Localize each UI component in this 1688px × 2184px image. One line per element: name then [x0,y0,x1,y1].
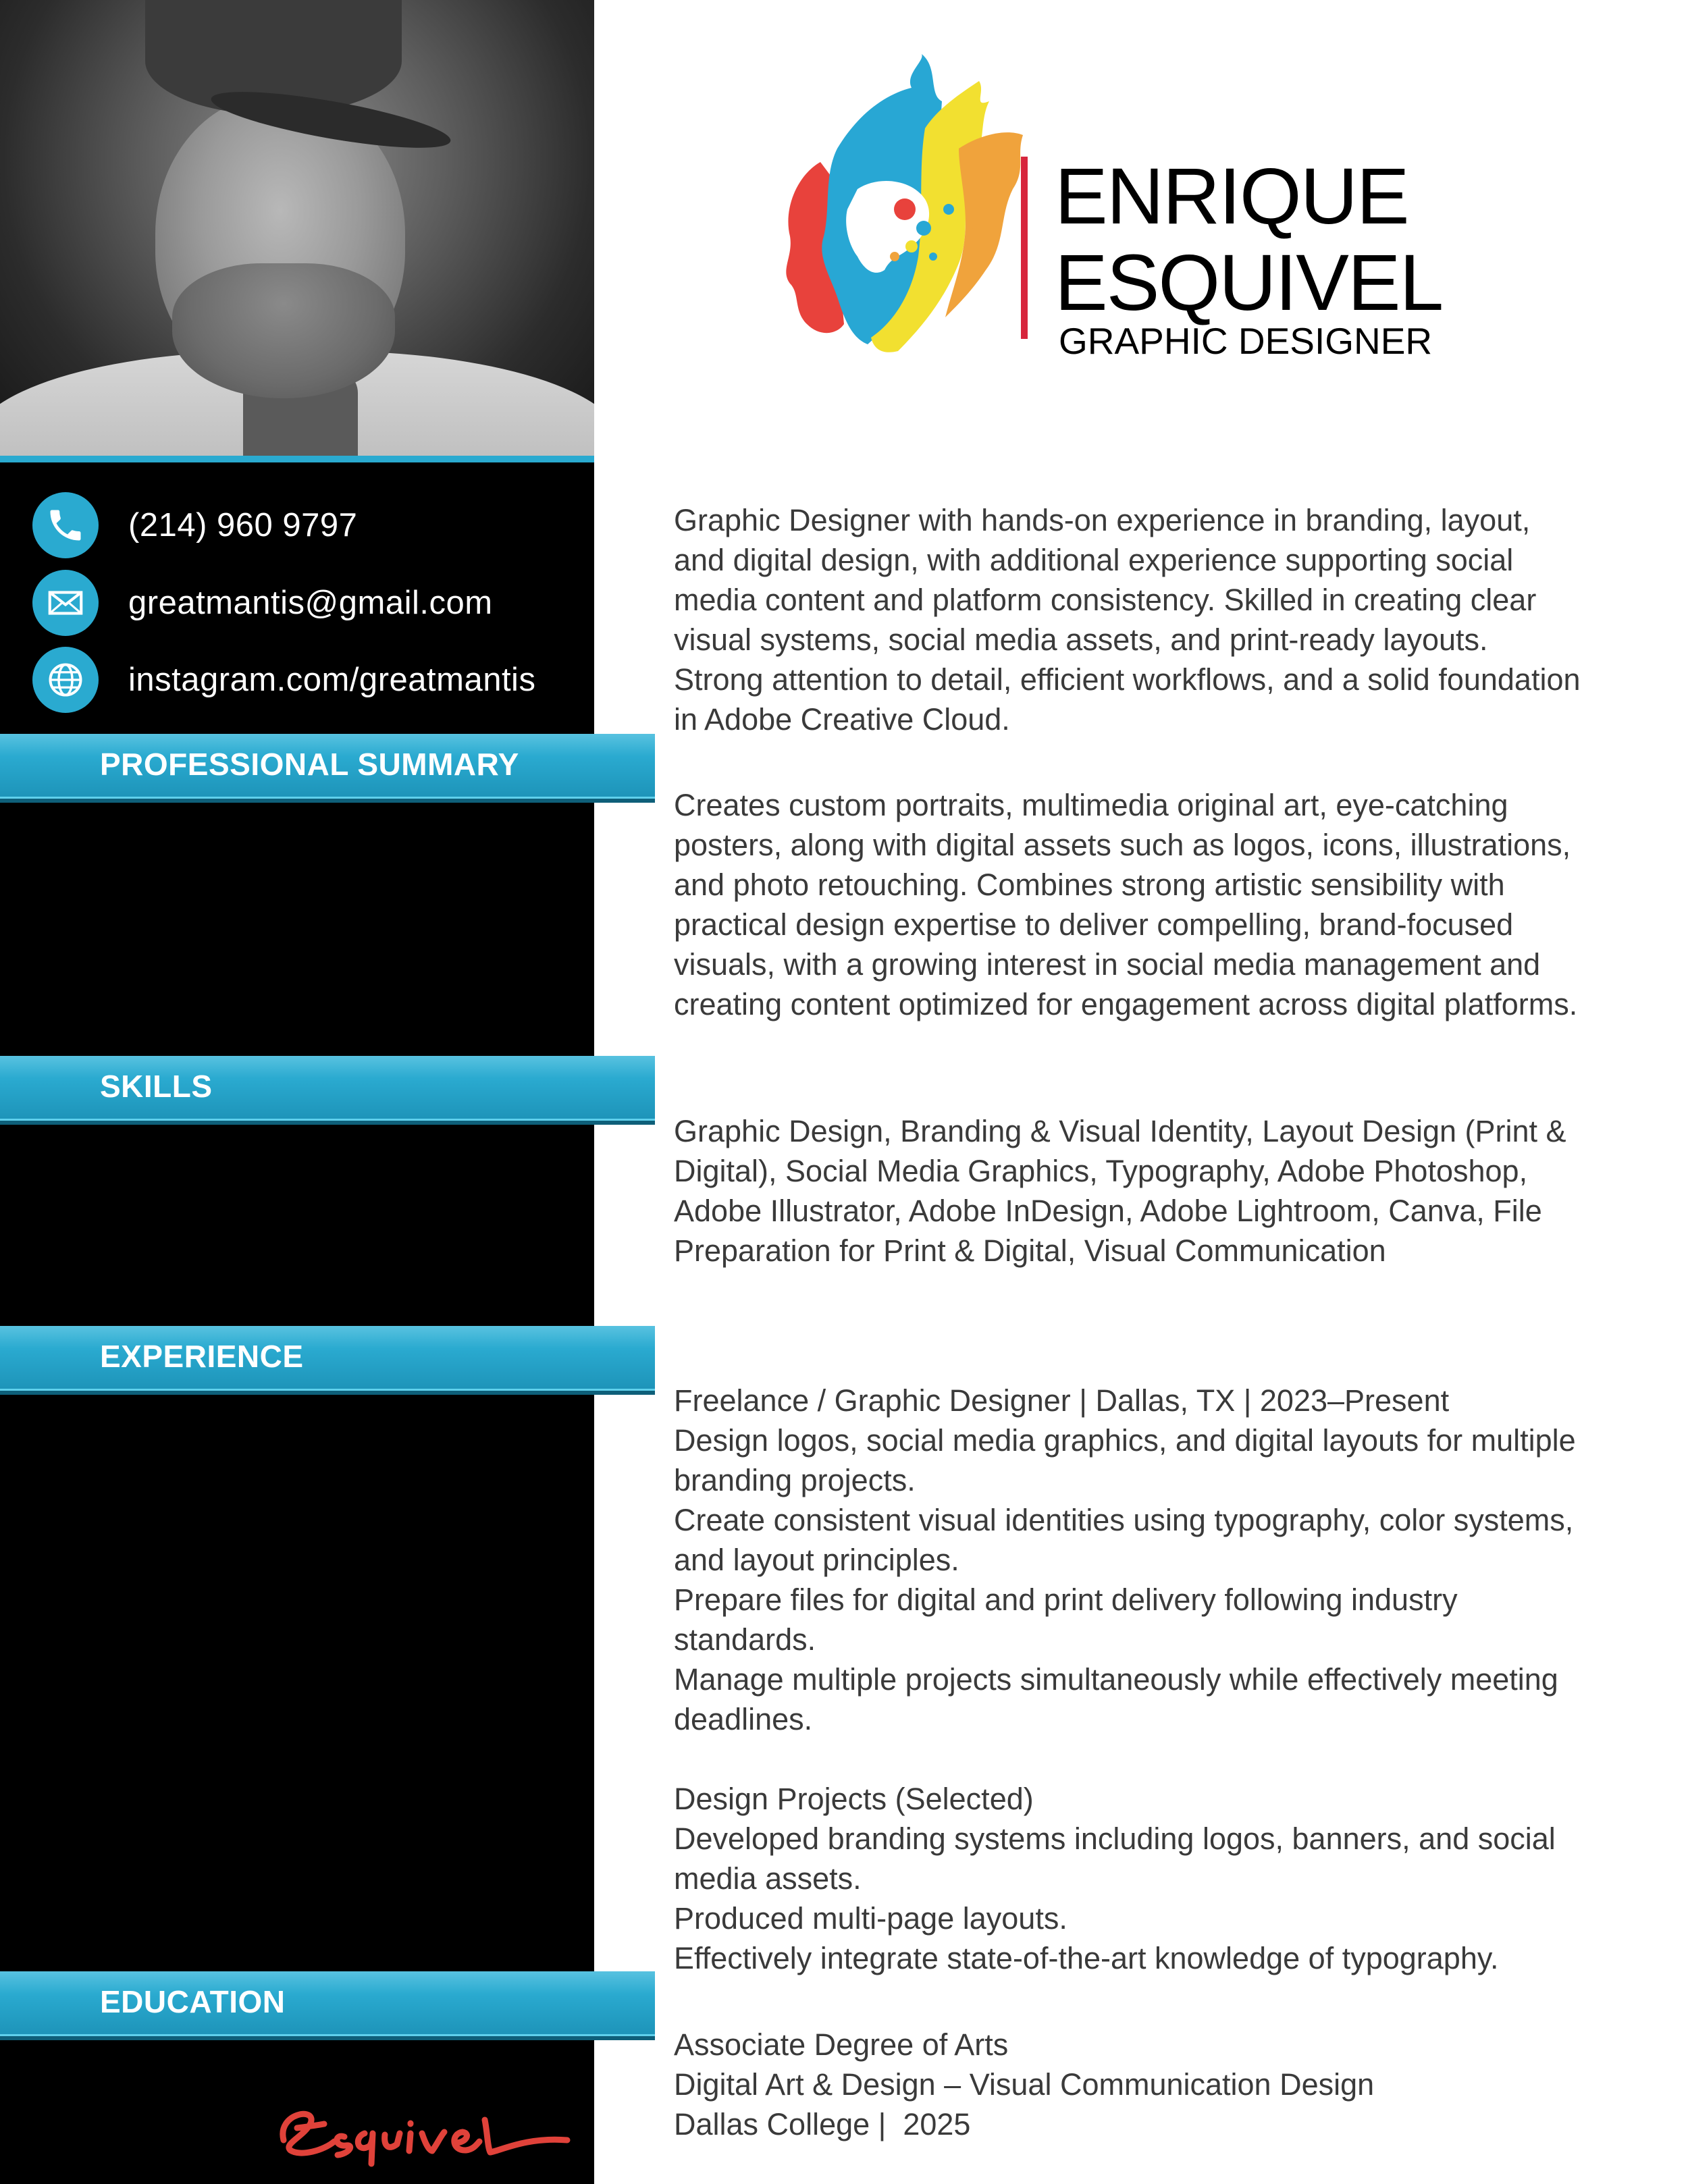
last-name: ESQUIVEL [1055,238,1443,327]
section-banner-education [0,1971,655,2036]
experience-item: Manage multiple projects simultaneously while effectively meeting deadlines. [674,1662,1558,1736]
web-address: instagram.com/greatmantis [128,662,536,698]
email-address: greatmantis@gmail.com [128,585,493,621]
profile-photo [0,0,594,456]
name-divider [1021,157,1028,339]
photo-accent-bar [0,456,594,462]
section-title-summary: PROFESSIONAL SUMMARY [100,747,519,782]
project-item: Effectively integrate state-of-the-art knowledge of typography. [674,1941,1499,1975]
signature [270,2086,581,2167]
experience-item: Prepare files for digital and print delivery following industry standards. [674,1582,1458,1657]
experience-block [674,1381,1585,1978]
section-banner-summary [0,734,655,799]
education-degree: Associate Degree of Arts [674,2027,1009,2062]
photo-beard [172,263,395,398]
section-banner-experience [0,1326,655,1391]
education-block [674,2025,1585,2144]
summary-paragraph-1: Graphic Designer with hands-on experience in branding, layout, and digital design, with additional experience supporting social media content and platform consistency. Skilled in creating clear visual systems, social media assets, and print-ready layouts. Strong attention to detail, efficient workflows, and a solid foundation in Adobe Creative Cloud. [674,503,1581,737]
education-program: Digital Art & Design – Visual Communication Design [674,2067,1375,2102]
experience-item: Create consistent visual identities using typography, color systems, and layout principles. [674,1503,1574,1577]
skills-text: Graphic Design, Branding & Visual Identity, Layout Design (Print & Digital), Social Media Graphics, Typography, Adobe Photoshop, Adobe Illustrator, Adobe InDesign, Adobe Lightroom, Canva, File Preparation for Print & Digital, Visual Communication [674,1114,1566,1268]
phone-number: (214) 960 9797 [128,507,358,543]
projects-title: Design Projects (Selected) [674,1782,1034,1816]
phone-icon [32,492,99,558]
job-title: GRAPHIC DESIGNER [1059,320,1433,362]
experience-item: Design logos, social media graphics, and digital layouts for multiple branding projects. [674,1423,1576,1497]
section-title-experience: EXPERIENCE [100,1339,304,1374]
spacer [674,1739,1585,1779]
paint-splash-logo [756,54,1026,378]
education-school: Dallas College | 2025 [674,2107,971,2141]
project-item: Produced multi-page layouts. [674,1901,1067,1936]
contact-web[interactable] [32,646,535,714]
section-title-education: EDUCATION [100,1984,286,2019]
section-title-skills: SKILLS [100,1069,213,1104]
section-banner-skills [0,1056,655,1121]
globe-icon [32,647,99,713]
summary-paragraph-2: Creates custom portraits, multimedia original art, eye-catching posters, along with digital assets such as logos, icons, illustrations, and photo retouching. Combines strong artistic sensibility with practical design expertise to deliver compelling, brand-focused visuals, with a growing interest in social media management and creating content optimized for engagement across digital platforms. [674,788,1578,1021]
experience-job-title: Freelance / Graphic Designer | Dallas, TX | 2023–Present [674,1383,1450,1418]
contact-phone[interactable] [32,491,357,559]
project-item: Developed branding systems including logos, banners, and social media assets. [674,1821,1556,1896]
contact-email[interactable] [32,569,493,637]
mail-icon [32,570,99,636]
first-name: ENRIQUE [1055,152,1408,241]
